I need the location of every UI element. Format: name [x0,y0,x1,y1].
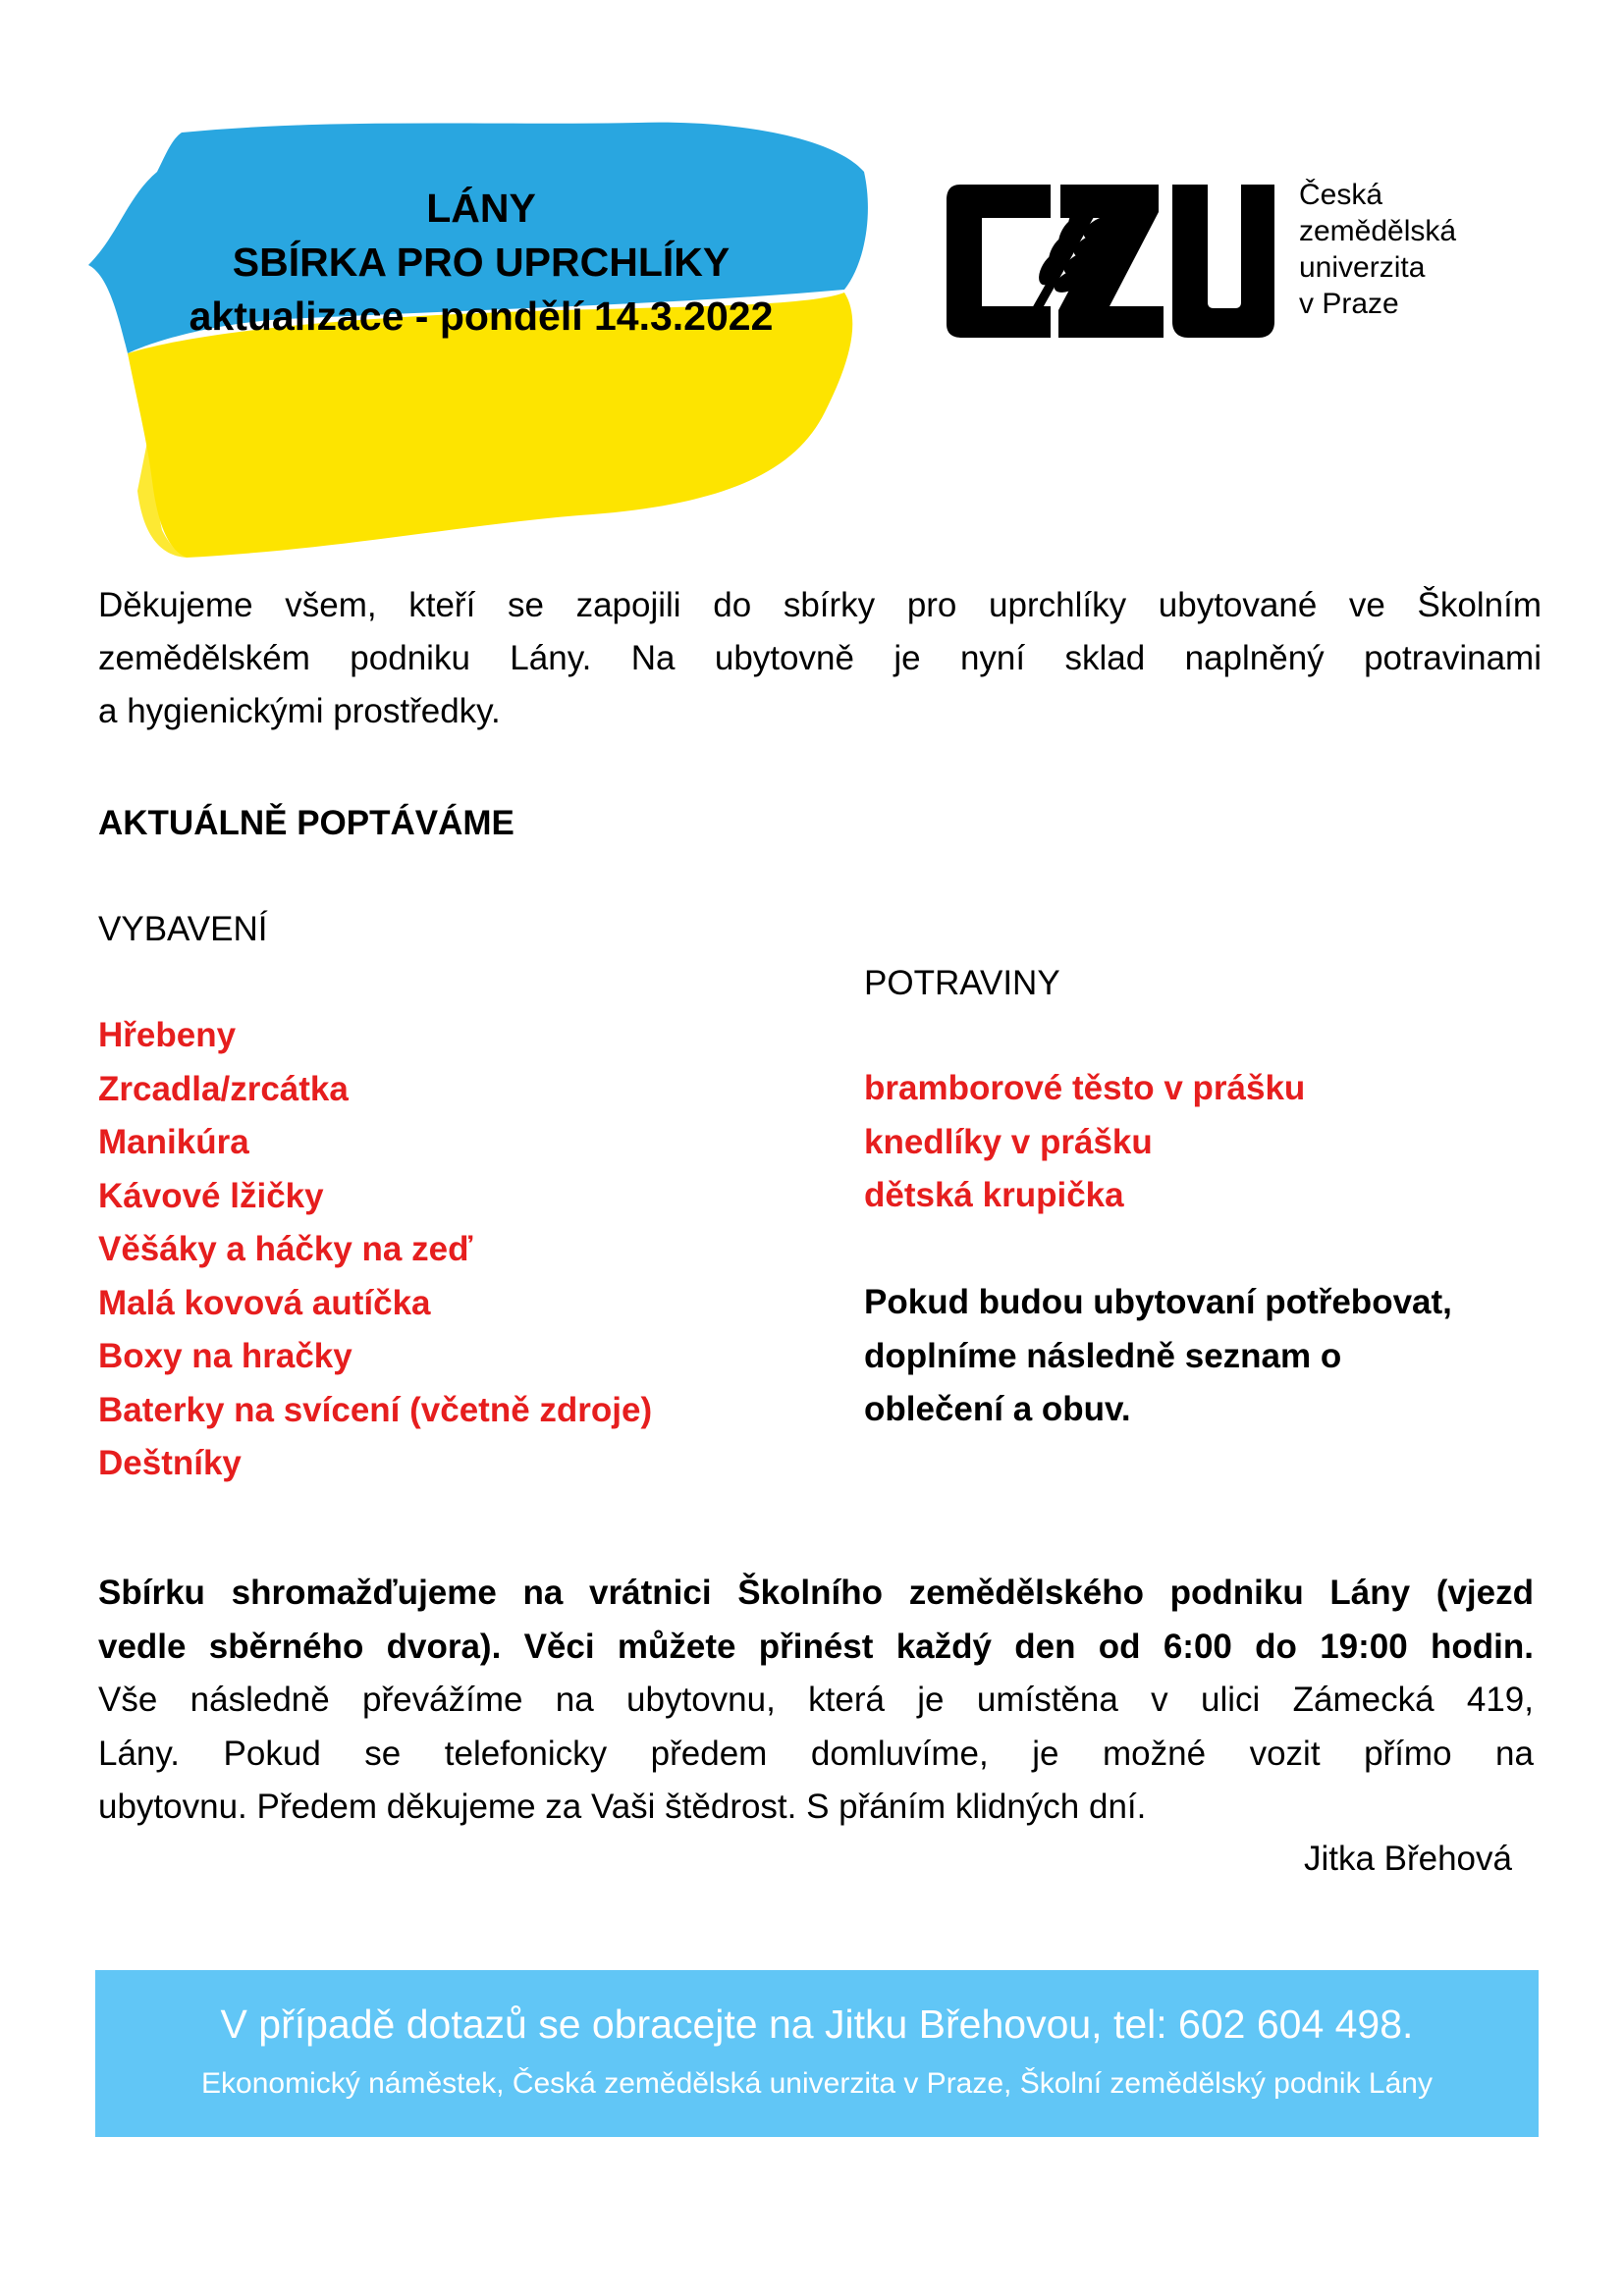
contact-position-text: Ekonomický náměstek, Česká zemědělská univerzita v Praze, Školní zemědělský podnik Lány [201,2067,1433,2100]
list-item: dětská krupička [864,1176,1124,1214]
czu-logo [943,177,1276,339]
intro-paragraph [98,579,1542,738]
demand-title: AKTUÁLNĚ POPTÁVÁME [98,804,514,842]
list-item: Baterky na svícení (včetně zdroje) [98,1390,653,1429]
list-item: Zrcadla/zrcátka [98,1069,349,1108]
czu-name [1299,177,1456,322]
heading-update-date: aktualizace - pondělí 14.3.2022 [189,294,774,339]
czu-name-line: Česká [1299,179,1383,211]
intro-line: zemědělském podniku Lány. Na ubytovně je nyní sklad naplněný potravinami [98,639,1542,677]
closing-line: ubytovnu. Předem děkujeme za Vaši štědrost. S přáním klidných dní. [98,1788,1147,1826]
heading-collection: SBÍRKA PRO UPRCHLÍKY [232,240,731,285]
heading-location: LÁNY [426,186,536,231]
food-title: POTRAVINY [864,964,1060,1002]
note-line: oblečení a obuv. [864,1390,1131,1428]
czu-name-line: v Praze [1299,288,1399,320]
czu-name-line: zemědělská [1299,215,1457,247]
list-item: Hřebeny [98,1016,237,1054]
clothing-note [864,1276,1452,1437]
list-item: Malá kovová autíčka [98,1283,431,1322]
contact-box [95,1970,1539,2137]
list-item: Boxy na hračky [98,1337,352,1375]
contact-phone-text: V případě dotazů se obracejte na Jitku Břehovou, tel: 602 604 498. [220,2002,1414,2047]
closing-line: vedle sběrného dvora). Věci můžete přinést každý den od 6:00 do 19:00 hodin. [98,1627,1534,1666]
equipment-title: VYBAVENÍ [98,910,268,948]
closing-line: Sbírku shromažďujeme na vrátnici Školního zemědělského podniku Lány (vjezd [98,1574,1534,1612]
list-item: knedlíky v prášku [864,1122,1153,1161]
list-item: Kávové lžičky [98,1176,324,1215]
list-item: Věšáky a háčky na zeď [98,1230,473,1268]
note-line: doplníme následně seznam o [864,1336,1342,1375]
food-list [864,1062,1305,1223]
list-item: bramborové těsto v prášku [864,1069,1306,1107]
note-line: Pokud budou ubytovaní potřebovat, [864,1283,1452,1321]
poster-heading [88,182,874,344]
intro-line: a hygienickými prostředky. [98,692,501,730]
czu-name-line: univerzita [1299,251,1426,284]
equipment-list [98,1009,652,1491]
closing-line: Vše následně převážíme na ubytovnu, která je umístěna v ulici Zámecká 419, [98,1681,1534,1719]
list-item: Manikúra [98,1123,249,1161]
closing-line: Lány. Pokud se telefonicky předem domluvíme, je možné vozit přímo na [98,1734,1534,1773]
intro-line: Děkujeme všem, kteří se zapojili do sbírky pro uprchlíky ubytované ve Školním [98,586,1542,624]
closing-paragraph [98,1567,1534,1835]
list-item: Deštníky [98,1444,242,1482]
signature: Jitka Břehová [1303,1840,1512,1878]
